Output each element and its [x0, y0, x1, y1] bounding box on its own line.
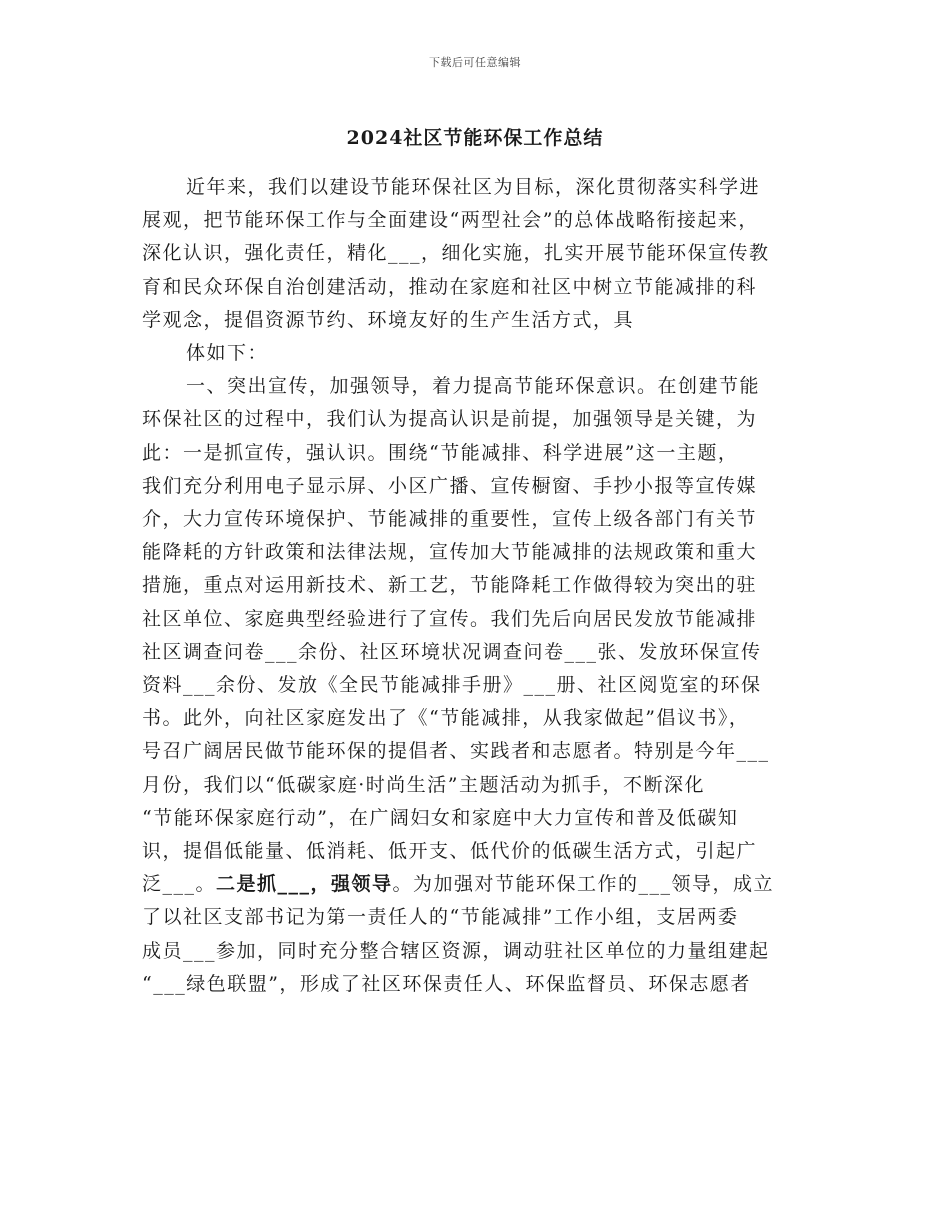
paragraph-line: “___绿色联盟”，形成了社区环保责任人、环保监督员、环保志愿者 [142, 972, 751, 995]
paragraph-line: 号召广阔居民做节能环保的提倡者、实践者和志愿者。特别是今年___ [142, 740, 770, 763]
paragraph-line: 体如下： [186, 342, 269, 365]
paragraph-line: “节能环保家庭行动”，在广阔妇女和家庭中大力宣传和普及低碳知 [142, 806, 739, 829]
paragraph-line: 深化认识，强化责任，精化___，细化实施，扎实开展节能环保宣传教 [142, 242, 770, 265]
paragraph-line: 措施，重点对运用新技术、新工艺，节能降耗工作做得较为突出的驻 [142, 574, 758, 597]
paragraph-line: 社区调查问卷___余份、社区环境状况调查问卷___张、发放环保宣传 [142, 640, 762, 663]
paragraph-line: 成员___参加，同时充分整合辖区资源，调动驻社区单位的力量组建起 [142, 939, 770, 962]
paragraph-line: 资料___余份、发放《全民节能减排手册》___册、社区阅览室的环保 [142, 674, 762, 697]
paragraph-line: 了以社区支部书记为第一责任人的“节能减排”工作小组，支居两委 [142, 906, 739, 929]
paragraph-line: 介，大力宣传环境保护、节能减排的重要性，宣传上级各部门有关节 [142, 508, 758, 531]
paragraph-line: 社区单位、家庭典型经验进行了宣传。我们先后向居民发放节能减排 [142, 607, 758, 630]
page-header-note: 下载后可任意编辑 [429, 56, 521, 69]
bold-subheading: 二是抓___，强领导 [216, 873, 393, 896]
paragraph-line: 展观，把节能环保工作与全面建设“两型社会”的总体战略衔接起来， [142, 209, 759, 232]
paragraph-line: 能降耗的方针政策和法律法规，宣传加大节能减排的法规政策和重大 [142, 541, 758, 564]
paragraph-line: 书。此外，向社区家庭发出了《“节能减排，从我家做起”倡议书》， [142, 707, 750, 730]
paragraph-line: 育和民众环保自治创建活动，推动在家庭和社区中树立节能减排的科 [142, 275, 758, 298]
document-body [142, 171, 812, 1001]
paragraph-line: 此：一是抓宣传，强认识。围绕“节能减排、科学进展”这一主题， [142, 441, 739, 464]
paragraph-line-mixed [142, 868, 812, 901]
paragraph-line: 我们充分利用电子显示屏、小区广播、宣传橱窗、手抄小报等宣传媒 [142, 474, 758, 497]
paragraph-line: 近年来，我们以建设节能环保社区为目标，深化贯彻落实科学进 [186, 176, 761, 198]
line-text-after: 。为加强对节能环保工作的___领导，成立 [392, 873, 775, 896]
paragraph-line: 月份，我们以“低碳家庭·时尚生活”主题活动为抓手，不断深化 [142, 773, 705, 796]
paragraph-line: 学观念，提倡资源节约、环境友好的生产生活方式，具 [142, 308, 635, 331]
paragraph-line: 一、突出宣传，加强领导，着力提高节能环保意识。在创建节能 [186, 375, 761, 398]
paragraph-line: 环保社区的过程中，我们认为提高认识是前提，加强领导是关键，为 [142, 408, 758, 431]
paragraph-line: 识，提倡低能量、低消耗、低开支、低代价的低碳生活方式，引起广 [142, 840, 758, 863]
line-text-before: 泛___。 [142, 873, 217, 896]
document-title: 2024社区节能环保工作总结 [346, 127, 604, 149]
